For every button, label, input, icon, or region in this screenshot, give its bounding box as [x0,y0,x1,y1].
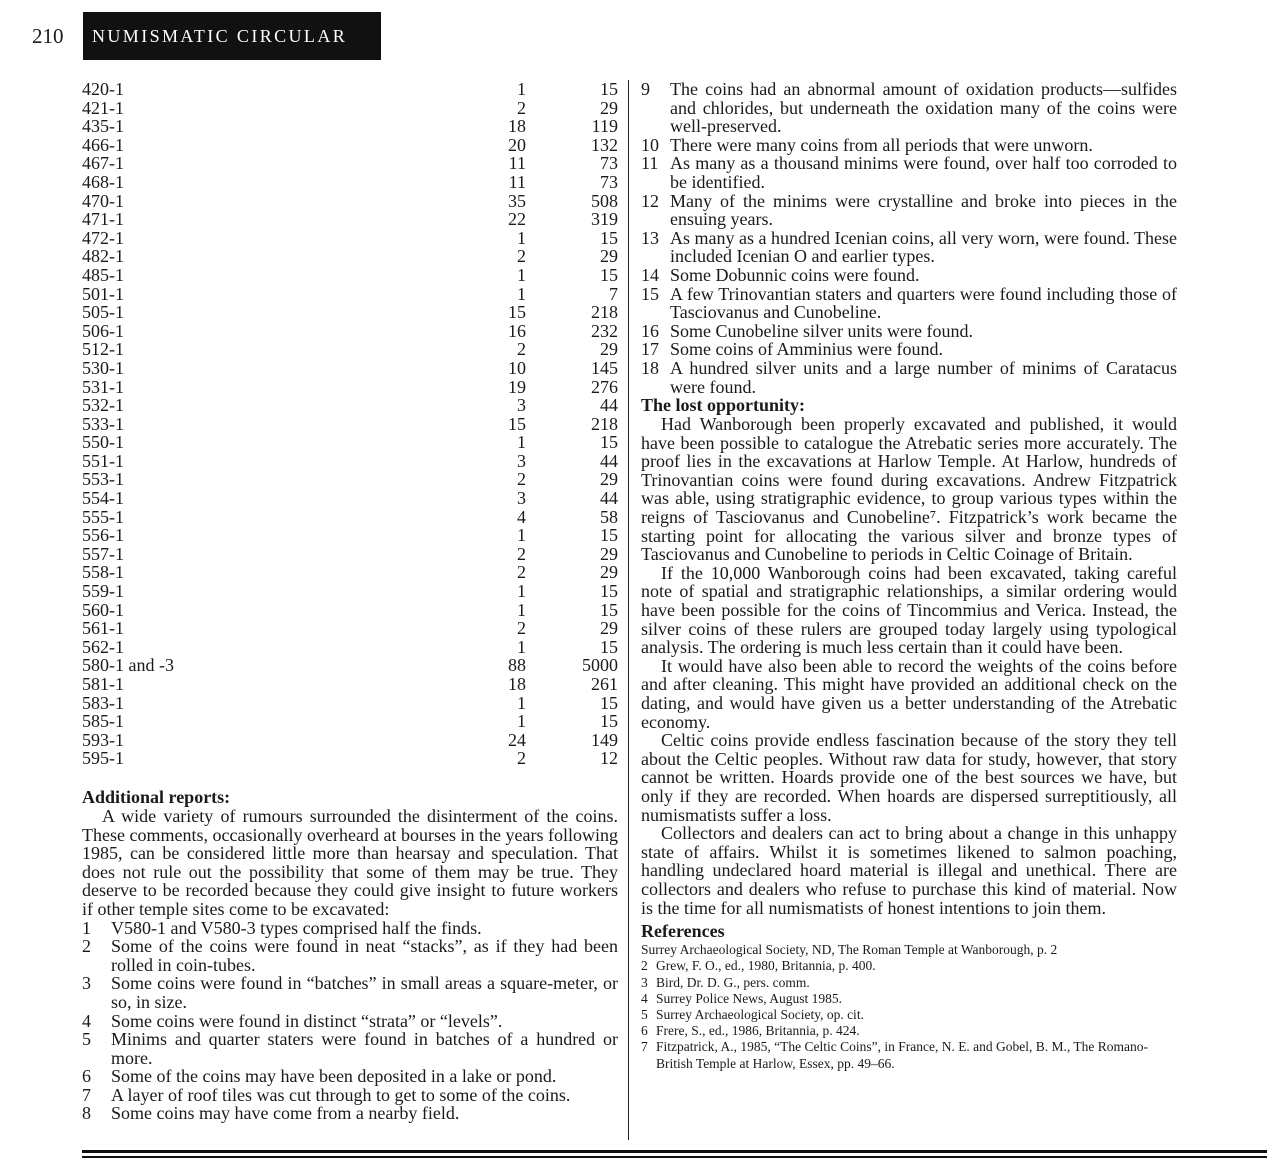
list-item [641,322,1177,341]
table-row [82,378,618,397]
coin-type-cell: 472-1 [82,227,124,248]
coin-count-cell: 1 [517,264,526,285]
list-item [82,919,618,938]
reference-text: Bird, Dr. D. G., pers. comm. [656,974,810,990]
coin-count-cell: 2 [517,562,526,583]
table-row [82,601,618,620]
coin-type-cell: 562-1 [82,636,124,657]
coin-type-cell: 558-1 [82,562,124,583]
list-item-text: Some Cunobeline silver units were found. [670,320,973,341]
list-item-number: 7 [82,1084,91,1105]
page-number: 210 [32,24,64,48]
list-item [82,1086,618,1105]
paragraph: If the 10,000 Wanborough coins had been excavated, taking careful note of spatial and stratigraphic relationships, a similar ordering would have been possible for the coins of Tincommius and Verica. Instead, the silver coins of these rulers are grouped today largely using typological analysis. The ordering is much less certain than it could have been. [641,562,1177,658]
list-item-text: Some coins may have come from a nearby field. [111,1103,460,1124]
list-item [641,154,1177,191]
coin-total-cell: 508 [591,190,618,211]
list-item [82,1104,618,1123]
coin-type-cell: 556-1 [82,525,124,546]
coin-count-cell: 2 [517,97,526,118]
coin-count-cell: 1 [517,692,526,713]
table-row [82,210,618,229]
coin-type-cell: 533-1 [82,413,124,434]
table-row [82,526,618,545]
coin-total-cell: 149 [591,729,618,750]
coin-total-cell: 261 [591,674,618,694]
coin-total-cell: 29 [600,618,618,639]
coin-count-cell: 2 [517,543,526,564]
coin-total-cell: 218 [591,302,618,323]
table-row [82,415,618,434]
coin-type-cell: 506-1 [82,320,124,341]
list-item-number: 6 [82,1066,91,1087]
list-item [82,1030,618,1067]
coin-total-cell: 29 [600,97,618,118]
coin-type-cell: 551-1 [82,450,124,471]
table-row [82,80,618,99]
coin-type-cell: 420-1 [82,79,124,99]
paragraph: Celtic coins provide endless fascination because of the story they tell about the Celtic peoples. Without raw data for study, however, that story cannot be written. Hoards provide one of the best sources we have, but only if they are recorded. When hoards are dispersed surreptitiously, all numismatists suffer a loss. [641,730,1177,825]
coin-total-cell: 232 [591,320,618,341]
coin-total-cell: 58 [600,506,618,527]
table-row [82,154,618,173]
reference-text: Surrey Archaeological Society, ND, The Roman Temple at Wanborough, p. 2 [641,942,1058,958]
coin-total-cell: 29 [600,562,618,583]
table-row [82,508,618,527]
coin-count-cell: 2 [517,246,526,267]
coin-type-cell: 530-1 [82,357,124,378]
list-item-text: A hundred silver units and a large number of minims of Caratacus were found. [670,357,1177,397]
coin-type-cell: 466-1 [82,134,124,155]
coin-type-cell: 532-1 [82,395,124,416]
table-row [82,285,618,304]
list-item [82,1067,618,1086]
list-item [641,136,1177,155]
coin-type-cell: 561-1 [82,618,124,639]
reference-item [641,991,1177,1007]
coin-count-cell: 15 [508,413,526,434]
coin-count-cell: 3 [517,450,526,471]
coin-type-cell: 485-1 [82,264,124,285]
coin-count-cell: 18 [508,674,526,694]
coin-total-cell: 29 [600,246,618,267]
table-row [82,563,618,582]
list-item-text: V580-1 and V580-3 types comprised half the finds. [111,917,482,938]
list-item-text: As many as a hundred Icenian coins, all very worn, were found. These included Icenian O and earlier types. [670,227,1178,267]
list-item-number: 5 [82,1029,91,1050]
table-row [82,694,618,713]
coin-type-cell: 482-1 [82,246,124,267]
coin-count-cell: 2 [517,469,526,490]
paragraph: Collectors and dealers can act to bring about a change in this unhappy state of affairs. Whilst it is sometimes likened to salmon poaching, handling undeclared hoard material is illegal and unethical. There are collectors and dealers who refuse to purchase this kind of material. Now is the time for all numismatists of honest intentions to join them. [641,823,1177,918]
list-item [82,937,618,974]
right-column [641,80,1177,1072]
table-row [82,656,618,675]
list-item-text: Some coins were found in “batches” in small areas a square-meter, or so, in size. [111,973,618,1012]
list-item-number: 14 [641,264,659,285]
coin-type-cell: 505-1 [82,302,124,323]
coin-total-cell: 15 [600,636,618,657]
coin-count-cell: 16 [508,320,526,341]
coin-type-cell: 531-1 [82,376,124,397]
coin-type-cell: 471-1 [82,209,124,230]
reference-item [641,1023,1177,1039]
coin-count-cell: 1 [517,227,526,248]
coin-type-cell: 468-1 [82,171,124,192]
list-item-number: 1 [82,917,91,938]
coin-total-cell: 29 [600,339,618,360]
coin-total-cell: 15 [600,227,618,248]
coin-total-cell: 218 [591,413,618,434]
bottom-rule-thin [82,1156,1267,1158]
table-row [82,359,618,378]
additional-reports-intro: A wide variety of rumours surrounded the disinterment of the coins. These comments, occasionally overheard at bourses in the years following 1985, can be considered little more than hearsay and speculation. That does not rule out the possibility that some of them may be true. They deserve to be recorded because they could give insight to future workers if other temple sites come to be excavated: [82,805,618,919]
coin-total-cell: 29 [600,543,618,564]
coin-count-cell: 22 [508,209,526,230]
coin-total-cell: 132 [591,134,618,155]
coin-type-cell: 559-1 [82,581,124,602]
coin-count-cell: 4 [517,506,526,527]
coin-total-cell: 5000 [582,655,618,676]
coin-type-cell: 555-1 [82,506,124,527]
coin-type-cell: 554-1 [82,488,124,509]
list-item-text: Minims and quarter staters were found in batches of a hundred or more. [111,1029,618,1068]
reference-number: 7 [641,1039,648,1055]
table-row [82,303,618,322]
coin-total-cell: 73 [600,153,618,174]
coin-type-cell: 595-1 [82,748,124,769]
list-item-number: 13 [641,227,659,248]
lost-opportunity-body [641,415,1177,917]
list-item-text: Many of the minims were crystalline and broke into pieces in the ensuing years. [670,190,1177,230]
list-item-text: Some Dobunnic coins were found. [670,264,920,285]
coin-type-cell: 560-1 [82,599,124,620]
reference-item [641,975,1177,991]
table-row [82,117,618,136]
coin-count-cell: 1 [517,636,526,657]
list-item-number: 11 [641,153,659,174]
table-row [82,619,618,638]
reference-text: Fitzpatrick, A., 1985, “The Celtic Coins”, in France, N. E. and Gobel, B. M., The Romano-British Temple at Harlow, Essex, pp. 49–66. [656,1039,1149,1071]
reference-number: 3 [641,974,648,990]
coin-type-cell: 501-1 [82,283,124,304]
list-item-number: 15 [641,283,659,304]
list-item-number: 16 [641,320,659,341]
list-item-number: 10 [641,134,659,155]
list-item-number: 12 [641,190,659,211]
list-item-number: 8 [82,1103,91,1124]
table-row [82,136,618,155]
table-row [82,173,618,192]
list-item-number: 4 [82,1010,91,1031]
reference-number: 4 [641,990,648,1006]
coin-type-cell: 581-1 [82,674,124,694]
coin-count-cell: 1 [517,581,526,602]
reports-list-left [82,919,618,1124]
list-item [641,229,1177,266]
coin-type-cell: 557-1 [82,543,124,564]
coin-count-cell: 11 [508,171,526,192]
coin-type-cell: 583-1 [82,692,124,713]
list-item-text: A few Trinovantian staters and quarters were found including those of Tasciovanus and Cunobeline. [670,283,1177,323]
coin-total-cell: 44 [600,395,618,416]
list-item-number: 17 [641,339,659,360]
coin-count-cell: 1 [517,283,526,304]
list-item-text: A layer of roof tiles was cut through to get to some of the coins. [111,1084,571,1105]
bottom-rule-thick [82,1150,1267,1153]
table-row [82,433,618,452]
coin-count-cell: 24 [508,729,526,750]
table-row [82,582,618,601]
coin-total-cell: 319 [591,209,618,230]
list-item-number: 18 [641,357,659,378]
list-item-text: The coins had an abnormal amount of oxidation products—sulfides and chlorides, but underneath the oxidation many of the coins were well-preserved. [670,79,1177,137]
coin-total-cell: 276 [591,376,618,397]
table-row [82,638,618,657]
list-item-number: 9 [641,79,650,99]
reference-number: 5 [641,1006,648,1022]
paragraph: It would have also been able to record the weights of the coins before and after cleaning. This might have provided an additional check on the dating, and would have given us a better understanding of the Atrebatic economy. [641,655,1177,732]
column-divider [628,80,629,1140]
reference-text: Surrey Archaeological Society, op. cit. [656,1006,864,1022]
additional-reports-heading: Additional reports: [82,786,231,807]
list-item-text: Some of the coins were found in neat “stacks”, as if they had been rolled in coin-tubes. [111,936,618,975]
coin-total-cell: 7 [609,283,618,304]
coin-count-cell: 19 [508,376,526,397]
additional-reports-body [82,807,618,1123]
paragraph: Had Wanborough been properly excavated and published, it would have been possible to catalogue the Atrebatic series more accurately. The proof lies in the excavations at Harlow Temple. At Harlow, hundreds of Trinovantian coins were found during excavations. Andrew Fitzpatrick was able, using stratigraphic evidence, to group various types within the reigns of Tasciovanus and Cunobeline⁷. Fitzpatrick’s work became the starting point for allocating the various silver and bronze types of Tasciovanus and Cunobeline to periods in Celtic Coinage of Britain. [641,414,1177,565]
table-row [82,340,618,359]
reference-text: Surrey Police News, August 1985. [656,990,842,1006]
coin-count-cell: 11 [508,153,526,174]
reports-list-right [641,80,1177,396]
list-item [641,192,1177,229]
table-row [82,452,618,471]
coin-total-cell: 15 [600,599,618,620]
table-row [82,396,618,415]
coin-total-cell: 44 [600,450,618,471]
reference-item [641,1039,1177,1071]
coin-total-cell: 15 [600,711,618,732]
coin-total-cell: 15 [600,432,618,453]
reference-text: Grew, F. O., ed., 1980, Britannia, p. 400. [656,958,876,974]
coin-total-cell: 15 [600,79,618,99]
list-item [641,340,1177,359]
list-item [641,266,1177,285]
coin-total-cell: 15 [600,264,618,285]
coin-total-cell: 29 [600,469,618,490]
coin-count-cell: 3 [517,395,526,416]
list-item-number: 3 [82,973,91,994]
coin-type-cell: 470-1 [82,190,124,211]
reference-text: Frere, S., ed., 1986, Britannia, p. 424. [656,1023,860,1039]
coin-count-cell: 1 [517,432,526,453]
list-item-text: As many as a thousand minims were found, over half too corroded to be identified. [670,153,1177,192]
list-item-text: Some coins of Amminius were found. [670,339,943,360]
coin-count-cell: 2 [517,748,526,769]
coin-type-cell: 593-1 [82,729,124,750]
coin-count-cell: 1 [517,711,526,732]
list-item-text: Some of the coins may have been deposited in a lake or pond. [111,1066,557,1087]
table-row [82,99,618,118]
table-row [82,322,618,341]
list-item [82,1012,618,1031]
coin-type-cell: 421-1 [82,97,124,118]
reference-item [641,942,1177,958]
table-row [82,266,618,285]
table-row [82,749,618,768]
table-row [82,712,618,731]
table-row [82,489,618,508]
list-item [641,80,1177,136]
coin-type-cell: 512-1 [82,339,124,360]
reference-item [641,1007,1177,1023]
coin-total-cell: 44 [600,488,618,509]
coin-type-cell: 553-1 [82,469,124,490]
list-item-text: There were many coins from all periods that were unworn. [670,134,1093,155]
references-heading: References [641,921,725,942]
coin-count-cell: 1 [517,79,526,99]
coin-count-cell: 20 [508,134,526,155]
table-row [82,731,618,750]
coin-count-cell: 2 [517,618,526,639]
coin-count-cell: 1 [517,525,526,546]
references-list [641,942,1177,1072]
reference-number: 2 [641,958,648,974]
table-row [82,545,618,564]
coin-count-cell: 35 [508,190,526,211]
list-item [82,974,618,1011]
coin-type-cell: 580-1 and -3 [82,655,174,676]
coin-table [82,80,618,768]
list-item [641,285,1177,322]
coin-type-cell: 467-1 [82,153,124,174]
coin-total-cell: 15 [600,692,618,713]
table-row [82,675,618,694]
table-row [82,247,618,266]
coin-count-cell: 88 [508,655,526,676]
coin-type-cell: 550-1 [82,432,124,453]
coin-total-cell: 145 [591,357,618,378]
list-item-text: Some coins were found in distinct “strata” or “levels”. [111,1010,503,1031]
left-column [82,80,618,1123]
coin-total-cell: 15 [600,581,618,602]
coin-total-cell: 12 [600,748,618,769]
table-row [82,470,618,489]
list-item [641,359,1177,396]
coin-total-cell: 119 [591,116,618,137]
coin-count-cell: 2 [517,339,526,360]
reference-item [641,958,1177,974]
coin-total-cell: 15 [600,525,618,546]
coin-total-cell: 73 [600,171,618,192]
coin-count-cell: 10 [508,357,526,378]
coin-count-cell: 15 [508,302,526,323]
coin-count-cell: 3 [517,488,526,509]
reference-number: 6 [641,1023,648,1039]
table-row [82,229,618,248]
coin-count-cell: 18 [508,116,526,137]
table-row [82,192,618,211]
lost-opportunity-heading: The lost opportunity: [641,395,806,416]
coin-type-cell: 585-1 [82,711,124,732]
coin-type-cell: 435-1 [82,116,124,137]
list-item-number: 2 [82,936,91,957]
coin-count-cell: 1 [517,599,526,620]
running-head: NUMISMATIC CIRCULAR [83,12,381,60]
